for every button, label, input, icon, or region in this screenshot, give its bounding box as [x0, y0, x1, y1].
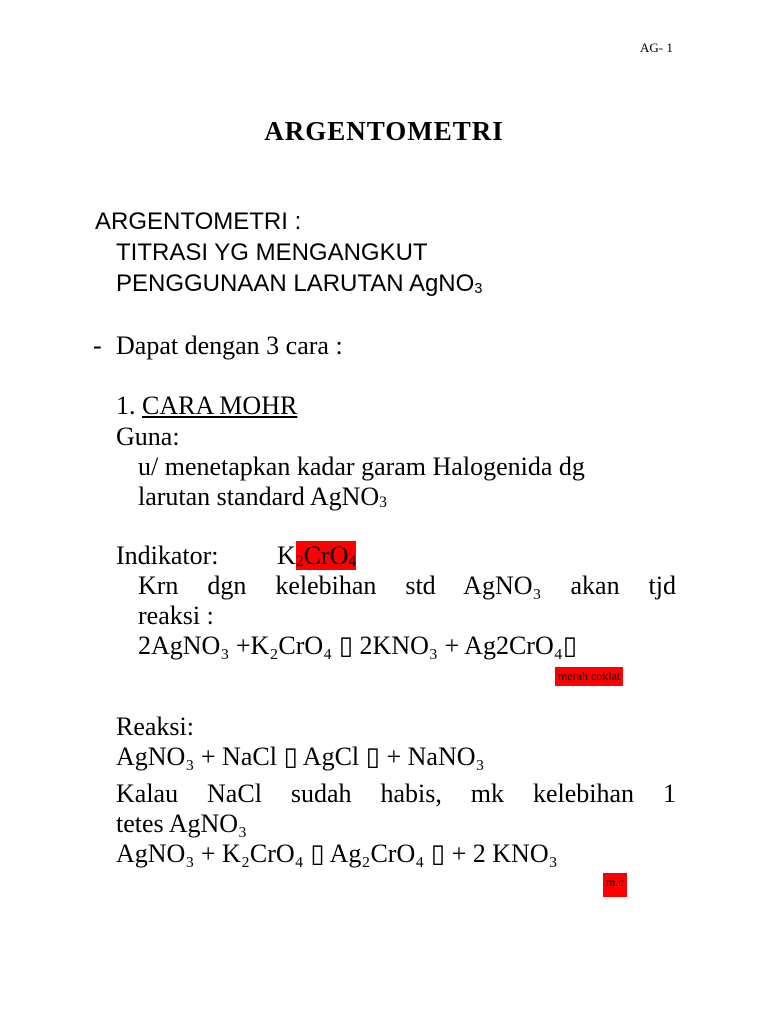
- method-title: CARA MOHR: [142, 391, 298, 420]
- guna-line-2-subscript: 3: [379, 494, 387, 511]
- bullet-dash: -: [93, 331, 102, 360]
- equation-2: AgNO₃ + NaCl ▯ AgCl ▯ + NaNO₃: [116, 742, 485, 771]
- guna-line-1: u/ menetapkan kadar garam Halogenida dg: [138, 452, 585, 481]
- indikator-label: Indikator:: [116, 541, 219, 570]
- page-title: ARGENTOMETRI: [264, 116, 504, 146]
- color-tag-mc: m.c: [603, 873, 627, 897]
- indikator-formula: [277, 541, 356, 571]
- equation-3: AgNO₃ + K₂CrO₄ ▯ Ag₂CrO₄ ▯ + 2 KNO₃: [116, 839, 558, 868]
- definition-line-2-text: PENGGUNAAN LARUTAN AgNO: [116, 270, 475, 297]
- tetes-line: tetes AgNO₃: [116, 809, 248, 838]
- page-number: AG- 1: [640, 40, 673, 55]
- definition-line-1: TITRASI YG MENGANGKUT: [116, 239, 428, 266]
- indikator-highlight: [296, 541, 356, 570]
- guna-line-2: [138, 482, 387, 512]
- indikator-cro: CrO: [303, 541, 349, 570]
- definition-heading: ARGENTOMETRI :: [95, 208, 302, 235]
- kalau-line: Kalau NaCl sudah habis, mk kelebihan 1: [116, 779, 676, 808]
- bullet-text: Dapat dengan 3 cara :: [116, 331, 343, 360]
- equation-1: 2AgNO₃ +K₂CrO₄ ▯ 2KNO₃ + Ag2CrO₄▯: [138, 631, 578, 660]
- krn-line: Krn dgn kelebihan std AgNO₃ akan tjd: [138, 571, 676, 600]
- indikator-k: K: [277, 541, 296, 570]
- definition-line-2-subscript: 3: [474, 281, 483, 297]
- method-heading: [116, 391, 297, 421]
- guna-line-2-text: larutan standard AgNO: [138, 482, 380, 511]
- reaksi-label: Reaksi:: [116, 712, 194, 741]
- color-tag-merah-coklat: merah coklat: [555, 667, 623, 686]
- reaksi-line: reaksi :: [138, 601, 214, 630]
- indikator-sub-2: 2: [295, 553, 304, 570]
- indikator-sub-4: 4: [348, 553, 357, 570]
- method-number: 1.: [116, 391, 136, 420]
- definition-line-2: [116, 270, 482, 298]
- guna-label: Guna:: [116, 422, 180, 451]
